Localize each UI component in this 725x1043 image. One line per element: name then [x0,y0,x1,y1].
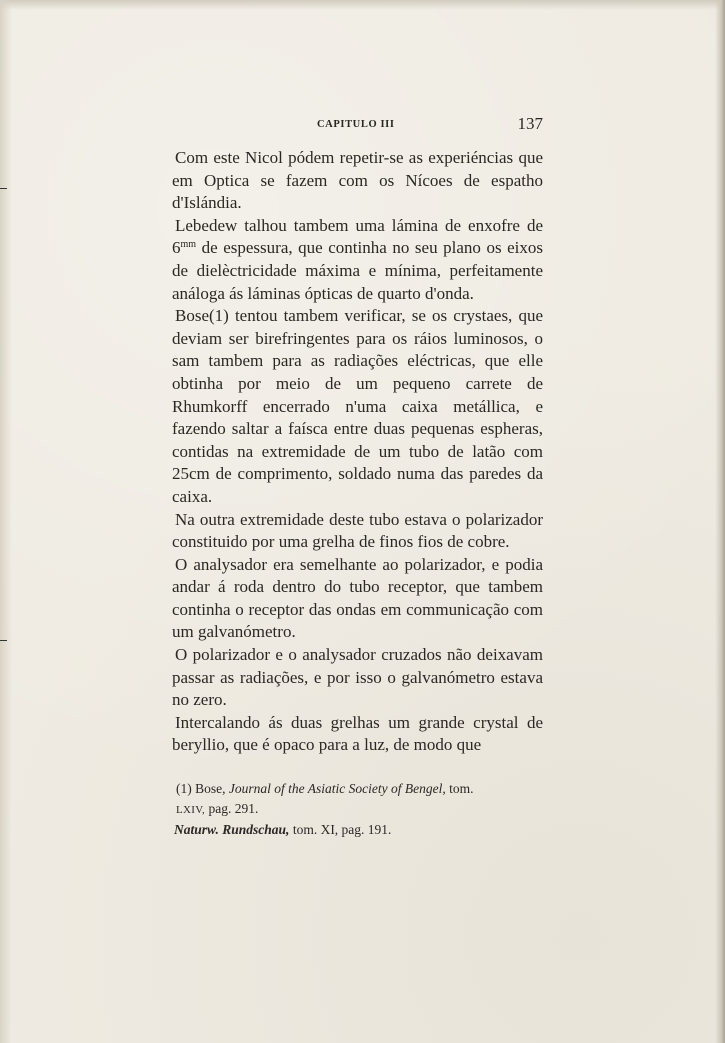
paragraph: O analysador era semelhante ao polarizador, e podia andar á roda dentro do tubo receptor, que tambem continha o receptor das ondas em communicação com um galvanómetro. [172,554,543,642]
paragraph-text: de espessura, que continha no seu plano os eixos de dielèctricidade máxima e mínima, perfeitamente análoga ás láminas ópticas de quarto d'onda. [172,238,543,303]
footnote-text: pag. 291. [205,801,259,816]
paragraph-text: Lebedew talhou tambem uma lámina de enxofre de 6 [172,215,543,258]
page-top-edge-shadow [0,0,725,10]
page-header [170,116,543,136]
footnote [172,820,545,840]
paragraph: O polarizador e o analysador cruzados não deixavam passar as radiações, e por isso o galvanómetro estava no zero. [172,645,543,710]
journal-title: Journal of the Asiatic Society of Bengel, [228,781,446,796]
footnote-text: tom. [445,781,474,796]
volume-number: LXIV, [176,804,206,816]
journal-title: Naturw. Rundschau, [174,822,290,837]
footnote-text: tom. XI, pag. 191. [289,822,392,837]
footnotes [172,779,545,840]
page-number: 137 [517,114,543,133]
margin-mark [0,640,7,641]
margin-mark [0,188,7,189]
footnote [172,779,545,820]
body-text [172,147,543,757]
page-right-edge-shadow [715,0,725,1043]
footnote-mark: (1) Bose, [176,781,229,796]
paragraph: Intercalando ás duas grelhas um grande crystal de beryllio, que é opaco para a luz, de modo que [172,712,543,755]
paragraph [172,215,543,305]
superscript-unit: mm [180,239,197,251]
page-left-edge-shadow [0,0,12,1043]
paragraph: Com este Nicol pódem repetir-se as experiéncias que em Optica se fazem com os Nícoes de espatho d'Islándia. [172,148,543,213]
paragraph: Na outra extremidade deste tubo estava o polarizador constituido por uma grelha de finos fios de cobre. [172,509,543,552]
running-head: CAPITULO III [317,119,395,130]
paragraph: Bose(1) tentou tambem verificar, se os crystaes, que deviam ser birefringentes para os ráios luminosos, o sam tambem para as radiações eléctricas, que elle obtinha por meio de um pequeno carrete de Rhumkorff encerrado n'uma caixa metállica, e fazendo saltar a faísca entre duas pequenas espheras, contidas na extremidade de um tubo de latão com 25cm de comprimento, soldado numa das paredes da caixa. [172,306,543,506]
